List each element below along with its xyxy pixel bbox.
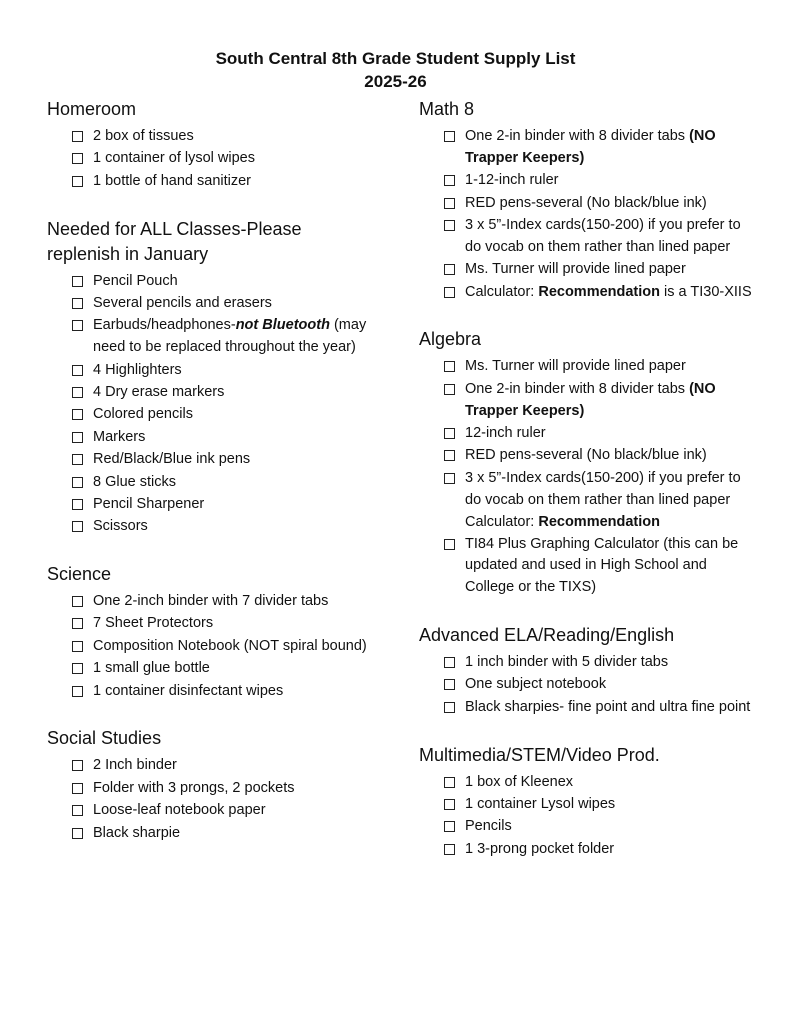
section-ela [419,623,759,719]
section-multimedia [419,743,759,861]
checklist-item: Earbuds/headphones-not Bluetooth (may need to be replaced throughout the year) [47,315,367,359]
checkbox[interactable] [72,641,83,652]
checklist-item: Ms. Turner will provide lined paper [419,259,759,281]
checklist-item: Black sharpies- fine point and ultra fine point [419,697,759,719]
right-column [419,97,759,885]
section-all-classes [47,217,367,539]
checkbox[interactable] [444,361,455,372]
checkbox[interactable] [444,131,455,142]
checklist-item: One subject notebook [419,674,759,696]
section-social-studies [47,726,367,844]
checklist-item: Several pencils and erasers [47,293,367,315]
checkbox[interactable] [72,176,83,187]
checkbox[interactable] [72,365,83,376]
section-heading: Math 8 [419,99,475,119]
section-science [47,562,367,702]
checklist-item: 1 container of lysol wipes [47,148,367,170]
checkbox[interactable] [72,686,83,697]
checklist-item: 8 Glue sticks [47,472,367,494]
section-heading: Algebra [419,329,482,350]
checkbox[interactable] [72,477,83,488]
checkbox[interactable] [444,264,455,275]
checkbox[interactable] [72,153,83,164]
checkbox[interactable] [72,276,83,287]
checklist-item: 1 bottle of hand sanitizer [47,171,367,193]
checklist-item: 4 Dry erase markers [47,382,367,404]
checkbox[interactable] [72,663,83,674]
section-heading: Needed for ALL Classes-Please replenish in January [47,218,302,264]
checkbox[interactable] [444,198,455,209]
checklist-item: One 2-in binder with 8 divider tabs (NO Trapper Keepers) [419,126,759,170]
checkbox[interactable] [444,175,455,186]
checkbox[interactable] [444,220,455,231]
checkbox[interactable] [72,320,83,331]
checklist-item: Pencil Pouch [47,271,367,293]
checklist-item: Composition Notebook (NOT spiral bound) [47,636,367,658]
checklist-item: 2 box of tissues [47,126,367,148]
checkbox[interactable] [444,702,455,713]
checklist-item: TI84 Plus Graphing Calculator (this can be updated and used in High School and College or the TIXS) [419,534,759,599]
checklist-item: Pencil Sharpener [47,494,367,516]
checklist-item: 1 small glue bottle [47,658,367,680]
checklist-item: 12-inch ruler [419,423,759,445]
checkbox[interactable] [72,783,83,794]
calculator-note: Calculator: Recommendation [465,513,661,530]
checkbox[interactable] [72,298,83,309]
checklist-item: 1 container disinfectant wipes [47,681,367,703]
section-heading: Homeroom [47,99,137,119]
section-heading: Social Studies [47,728,162,749]
checkbox[interactable] [72,387,83,398]
checkbox[interactable] [444,450,455,461]
checklist-item: RED pens-several (No black/blue ink) [419,445,759,467]
left-column [47,97,367,868]
checkbox[interactable] [444,473,455,484]
checklist-item: One 2-inch binder with 7 divider tabs [47,591,367,613]
title-line-2: 2025-26 [364,72,427,91]
checklist-item: Scissors [47,516,367,538]
checklist-item: One 2-in binder with 8 divider tabs (NO Trapper Keepers) [419,379,759,423]
checklist-item: 1 inch binder with 5 divider tabs [419,652,759,674]
section-heading: Multimedia/STEM/Video Prod. [419,744,660,765]
checklist-item: 1 3-prong pocket folder [419,839,759,861]
checklist-item: Black sharpie [47,823,367,845]
checkbox[interactable] [72,521,83,532]
checkbox[interactable] [72,760,83,771]
section-algebra [419,327,759,599]
checkbox[interactable] [444,799,455,810]
checkbox[interactable] [444,428,455,439]
checkbox[interactable] [72,409,83,420]
checklist-item: 1-12-inch ruler [419,170,759,192]
document-title [0,47,791,93]
checklist-item: 1 box of Kleenex [419,772,759,794]
checklist-item: Markers [47,427,367,449]
checklist-item: 2 Inch binder [47,755,367,777]
checkbox[interactable] [72,131,83,142]
checkbox[interactable] [444,287,455,298]
checklist-item: 3 x 5”-Index cards(150-200) if you prefer to do vocab on them rather than lined paper [419,468,759,512]
section-heading: Science [47,564,112,585]
checkbox[interactable] [444,821,455,832]
title-line-1: South Central 8th Grade Student Supply List [215,49,576,68]
checklist-item: 3 x 5”-Index cards(150-200) if you prefer to do vocab on them rather than lined paper [419,215,759,259]
checkbox[interactable] [72,499,83,510]
checkbox[interactable] [444,384,455,395]
checkbox[interactable] [72,432,83,443]
checklist-item: Calculator: Recommendation is a TI30-XIIS [419,282,759,304]
checklist-item: 4 Highlighters [47,360,367,382]
checkbox[interactable] [72,596,83,607]
checklist-item: 1 container Lysol wipes [419,794,759,816]
checklist-item: Pencils [419,816,759,838]
checklist-item: 7 Sheet Protectors [47,613,367,635]
checkbox[interactable] [72,805,83,816]
checkbox[interactable] [444,657,455,668]
checkbox[interactable] [72,454,83,465]
checklist-item: Loose-leaf notebook paper [47,800,367,822]
checkbox[interactable] [444,679,455,690]
checklist-item: Colored pencils [47,404,367,426]
section-homeroom [47,97,367,193]
checkbox[interactable] [444,777,455,788]
checklist-item: Folder with 3 prongs, 2 pockets [47,778,367,800]
checkbox[interactable] [444,539,455,550]
section-heading: Advanced ELA/Reading/English [419,625,675,646]
checkbox[interactable] [72,618,83,629]
section-math8 [419,97,759,303]
checklist-item: Ms. Turner will provide lined paper [419,356,759,378]
checkbox[interactable] [72,828,83,839]
checklist-item: RED pens-several (No black/blue ink) [419,193,759,215]
checkbox[interactable] [444,844,455,855]
checklist-item: Red/Black/Blue ink pens [47,449,367,471]
